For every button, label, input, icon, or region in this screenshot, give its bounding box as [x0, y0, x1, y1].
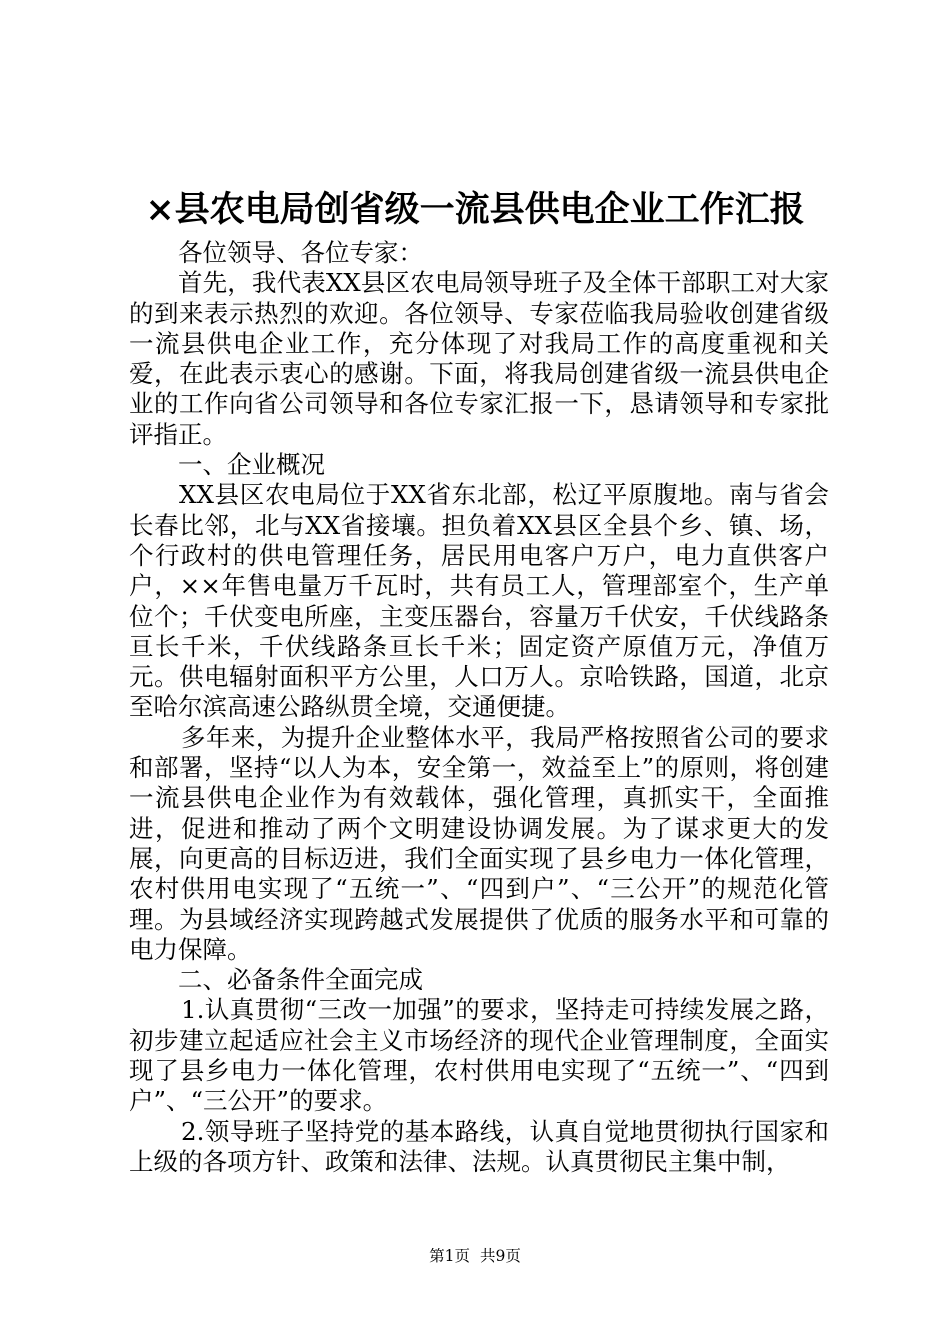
condition-item-2: 2.领导班子坚持党的基本路线，认真自觉地贯彻执行国家和上级的各项方针、政策和法律、法规。认真贯彻民主集中制， [129, 1116, 829, 1176]
section-heading-conditions: 二、必备条件全面完成 [178, 965, 423, 995]
page-number: 第1页 [429, 1247, 470, 1265]
document-title: ×县农电局创省级一流县供电企业工作汇报 [145, 189, 805, 230]
condition-item-1: 1.认真贯彻“三改一加强”的要求，坚持走可持续发展之路，初步建立起适应社会主义市场经济的现代企业管理制度，全面实现了县乡电力一体化管理，农村供用电实现了“五统一”、“四到户”、“三公开”的要求。 [129, 995, 829, 1116]
salutation-paragraph: 各位领导、各位专家： [178, 238, 423, 267]
overview-paragraph: XX县区农电局位于XX省东北部，松辽平原腹地。南与省会长春比邻，北与XX省接壤。担负着XX县区全县个乡、镇、场，个行政村的供电管理任务，居民用电客户万户，电力直供客户户，××年售电量万千瓦时，共有员工人，管理部室个，生产单位个；千伏变电所座，主变压器台，容量万千伏安，千伏线路条亘长千米，千伏线路条亘长千米；固定资产原值万元，净值万元。供电辐射面积平方公里，人口万人。京哈铁路，国道，北京至哈尔滨高速公路纵贯全境，交通便捷。 [129, 480, 829, 722]
development-paragraph: 多年来，为提升企业整体水平，我局严格按照省公司的要求和部署，坚持“以人为本，安全第一，效益至上”的原则，将创建一流县供电企业作为有效载体，强化管理，真抓实干，全面推进，促进和推动了两个文明建设协调发展。为了谋求更大的发展，向更高的目标迈进，我们全面实现了县乡电力一体化管理，农村供用电实现了“五统一”、“四到户”、“三公开”的规范化管理。为县域经济实现跨越式发展提供了优质的服务水平和可靠的电力保障。 [129, 722, 829, 964]
section-heading-overview: 一、企业概况 [178, 450, 325, 480]
page-footer [0, 1244, 950, 1268]
intro-paragraph: 首先，我代表XX县区农电局领导班子及全体干部职工对大家的到来表示热烈的欢迎。各位领导、专家莅临我局验收创建省级一流县供电企业工作，充分体现了对我局工作的高度重视和关爱，在此表示衷心的感谢。下面，将我局创建省级一流县供电企业的工作向省公司领导和各位专家汇报一下，恳请领导和专家批评指正。 [129, 268, 829, 449]
page-total: 共9页 [480, 1247, 521, 1265]
document-body [129, 238, 829, 1177]
